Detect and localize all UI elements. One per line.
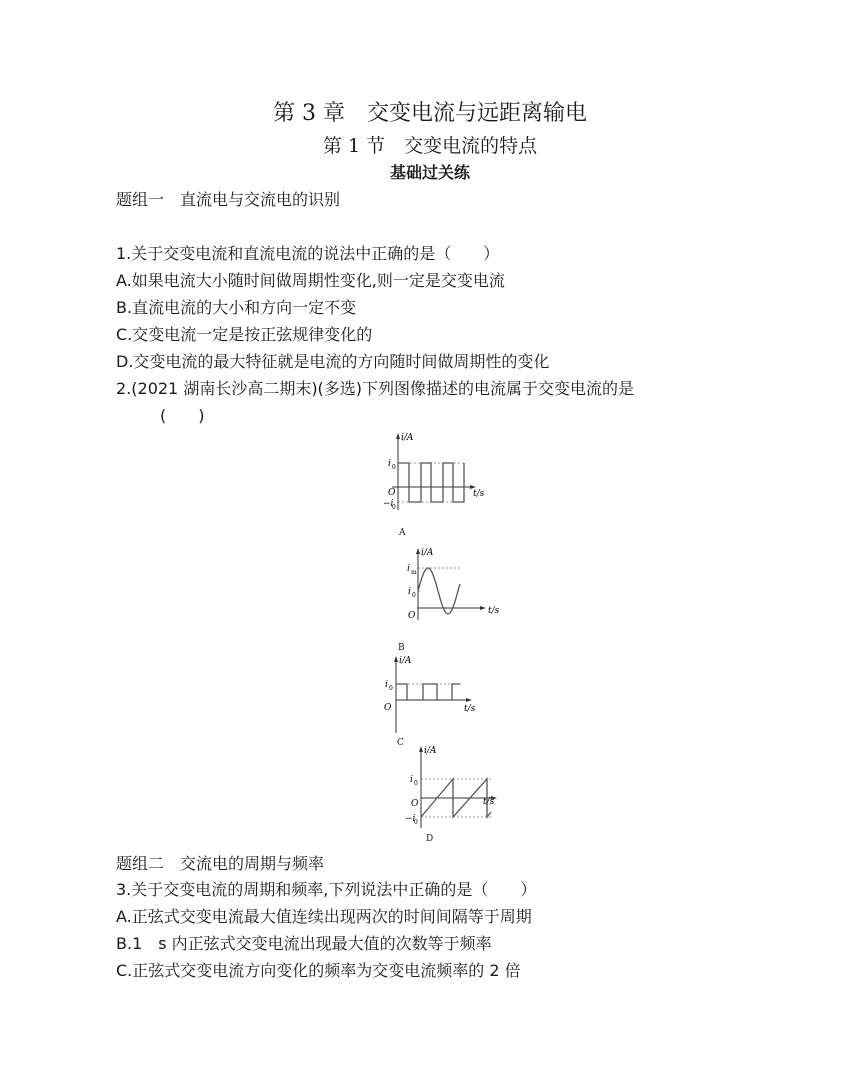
im-label: i: [407, 564, 410, 574]
y-axis-arrow: [419, 746, 423, 752]
neg-i0-subscript: 0: [392, 504, 396, 511]
origin-label: O: [411, 799, 419, 809]
neg-i0-label: −i: [405, 814, 416, 824]
chapter-title: 第 3 章 交变电流与远距离输电: [273, 101, 587, 126]
pulse-wave: [396, 684, 460, 700]
q3-option-c: C.正弦式交变电流方向变化的频率为交变电流频率的 2 倍: [116, 961, 521, 980]
x-axis-label: t/s: [464, 704, 476, 714]
figure-d-caption: D: [426, 834, 434, 844]
y-axis-label: i/A: [401, 433, 414, 443]
i0-label: i: [388, 459, 391, 469]
figure-c-caption: C: [397, 738, 404, 748]
exercise-subtitle: 基础过关练: [389, 163, 470, 182]
figure-c: [376, 653, 486, 738]
group1-heading: 题组一 直流电与交流电的识别: [116, 190, 341, 209]
i0-subscript: 0: [392, 464, 396, 471]
origin-label: O: [384, 703, 392, 713]
q2-stem: 2.(2021 湖南长沙高二期末)(多选)下列图像描述的电流属于交变电流的是: [116, 379, 635, 398]
i0-label: i: [385, 680, 388, 690]
q2-answer-paren: ( ): [160, 406, 205, 425]
q1-stem: 1.关于交变电流和直流电流的说法中正确的是（ ）: [116, 244, 500, 263]
y-axis-label: i/A: [399, 656, 412, 666]
x-axis-arrow: [480, 606, 486, 610]
im-subscript: m: [411, 569, 417, 576]
sine-wave: [418, 568, 460, 614]
x-axis-label: t/s: [473, 489, 485, 499]
q1-option-c: C.交变电流一定是按正弦规律变化的: [116, 325, 373, 344]
group2-heading: 题组二 交流电的周期与频率: [116, 854, 325, 873]
origin-label: O: [388, 488, 396, 498]
x-axis-label: t/s: [483, 797, 495, 807]
figure-a-caption: A: [399, 528, 406, 538]
i0-label: i: [410, 775, 413, 785]
q3-option-b: B.1 s 内正弦式交变电流出现最大值的次数等于频率: [116, 934, 492, 953]
x-axis-label: t/s: [488, 606, 500, 616]
origin-label: O: [408, 611, 416, 621]
i0-label: i: [408, 587, 411, 597]
figure-d: [401, 743, 511, 833]
i0-subscript: 0: [389, 685, 393, 692]
y-axis-label: i/A: [421, 548, 434, 558]
y-axis-label: i/A: [424, 746, 437, 756]
q3-stem: 3.关于交变电流的周期和频率,下列说法中正确的是（ ）: [116, 880, 537, 899]
q3-option-a: A.正弦式交变电流最大值连续出现两次的时间间隔等于周期: [116, 907, 532, 926]
section-title: 第 1 节 交变电流的特点: [322, 135, 538, 157]
figure-b-caption: B: [398, 643, 405, 653]
y-axis-arrow: [394, 656, 398, 662]
figure-a: [378, 430, 488, 520]
q1-option-d: D.交变电流的最大特征就是电流的方向随时间做周期性的变化: [116, 352, 550, 371]
y-axis-arrow: [396, 433, 400, 439]
i0-subscript: 0: [412, 592, 416, 599]
q1-option-b: B.直流电流的大小和方向一定不变: [116, 298, 357, 317]
neg-i0-label: −i: [383, 499, 394, 509]
figure-b: [398, 545, 508, 625]
x-axis-arrow: [466, 698, 472, 702]
neg-i0-subscript: 0: [414, 819, 418, 826]
i0-subscript: 0: [414, 780, 418, 787]
q1-option-a: A.如果电流大小随时间做周期性变化,则一定是交变电流: [116, 271, 505, 290]
y-axis-arrow: [416, 548, 420, 554]
square-wave: [398, 463, 464, 502]
